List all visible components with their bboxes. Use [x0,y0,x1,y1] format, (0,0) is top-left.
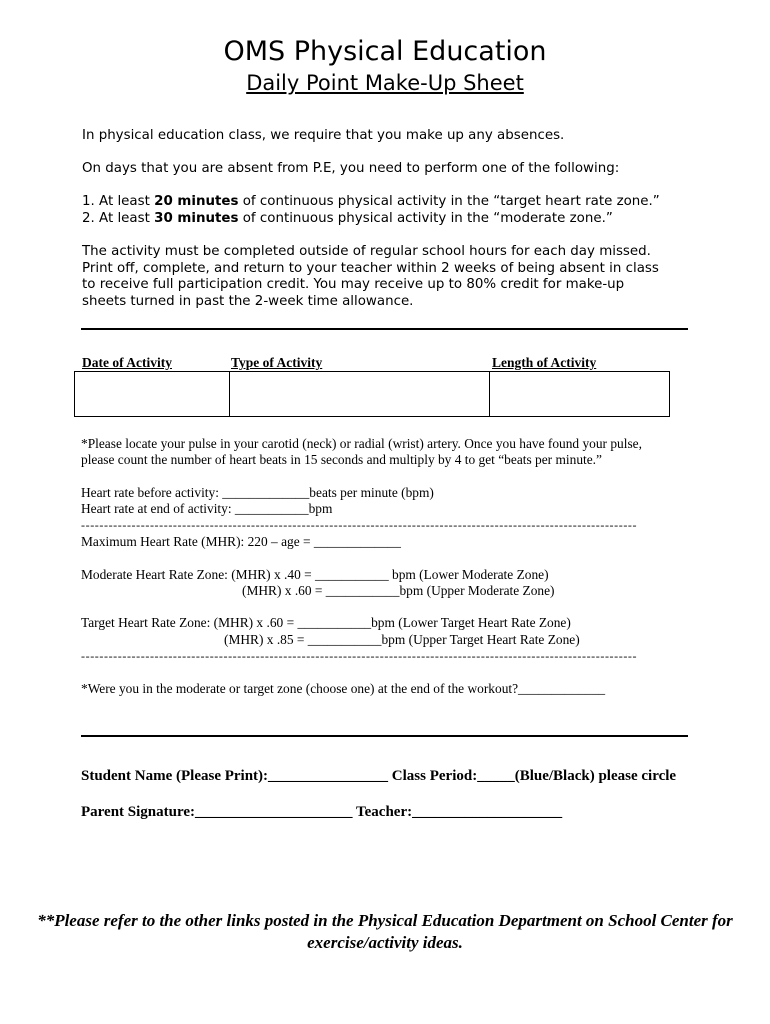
pulse-note-line-1: *Please locate your pulse in your carotid (neck) or radial (wrist) artery. Once you have found your pulse, [81,436,642,451]
requirement-text: of continuous physical activity in the “target heart rate zone.” [238,194,660,209]
dashed-separator: ------------------------------------------------------------------------------------------------------------------------- [81,649,638,663]
instructions-line-1: The activity must be completed outside of regular school hours for each day missed. [82,244,651,259]
instructions-line-3: to receive full participation credit. You may receive up to 80% credit for make-up [82,277,625,292]
dashed-separator: ------------------------------------------------------------------------------------------------------------------------- [81,518,638,532]
table-divider [489,372,490,416]
column-header-length: Length of Activity [492,355,597,370]
table-divider [229,372,230,416]
target-zone-upper: (MHR) x .85 = ___________bpm (Upper Target Heart Rate Zone) [224,632,580,647]
instructions-line-4: sheets turned in past the 2-week time allowance. [82,294,414,309]
requirement-prefix: 1. At least [82,194,155,209]
pulse-note-line-2: please count the number of heart beats in 15 seconds and multiply by 4 to get “beats per minute.” [81,452,602,467]
instructions-line-2: Print off, complete, and return to your teacher within 2 weeks of being absent in class [82,261,659,276]
requirement-text: of continuous physical activity in the “moderate zone.” [238,211,613,226]
intro-paragraph-2: On days that you are absent from P.E, you need to perform one of the following: [82,161,620,176]
column-header-date: Date of Activity [82,355,172,370]
max-heart-rate: Maximum Heart Rate (MHR): 220 – age = _____________ [81,534,401,549]
activity-entry-table [74,371,670,417]
page-title: OMS Physical Education [223,36,547,67]
moderate-zone-upper: (MHR) x .60 = ___________bpm (Upper Moderate Zone) [242,583,555,598]
requirement-item-2 [82,211,613,228]
requirement-prefix: 2. At least [82,211,155,226]
page-subtitle: Daily Point Make-Up Sheet [246,71,524,95]
requirement-duration: 30 minutes [154,211,239,226]
section-divider [81,735,688,737]
footer-note: **Please refer to the other links posted in the Physical Education Department on School Center for exercise/activity ideas. [37,911,733,952]
intro-paragraph-1: In physical education class, we require that you make up any absences. [82,128,565,143]
moderate-zone-lower: Moderate Heart Rate Zone: (MHR) x .40 = ___________ bpm (Lower Moderate Zone) [81,567,549,582]
signature-line: Parent Signature:_____________________ Teacher:____________________ [81,804,563,820]
target-zone-lower: Target Heart Rate Zone: (MHR) x .60 = ___________bpm (Lower Target Heart Rate Zone) [81,615,571,630]
section-divider [81,328,688,330]
requirement-duration: 20 minutes [154,194,239,209]
zone-question: *Were you in the moderate or target zone (choose one) at the end of the workout?_____________ [81,681,606,696]
heart-rate-end: Heart rate at end of activity: ___________bpm [81,501,333,516]
requirement-item-1 [82,194,660,211]
heart-rate-before: Heart rate before activity: _____________beats per minute (bpm) [81,485,434,500]
column-header-type: Type of Activity [231,355,323,370]
student-info-line: Student Name (Please Print):________________ Class Period:_____(Blue/Black) please circle [81,768,677,784]
